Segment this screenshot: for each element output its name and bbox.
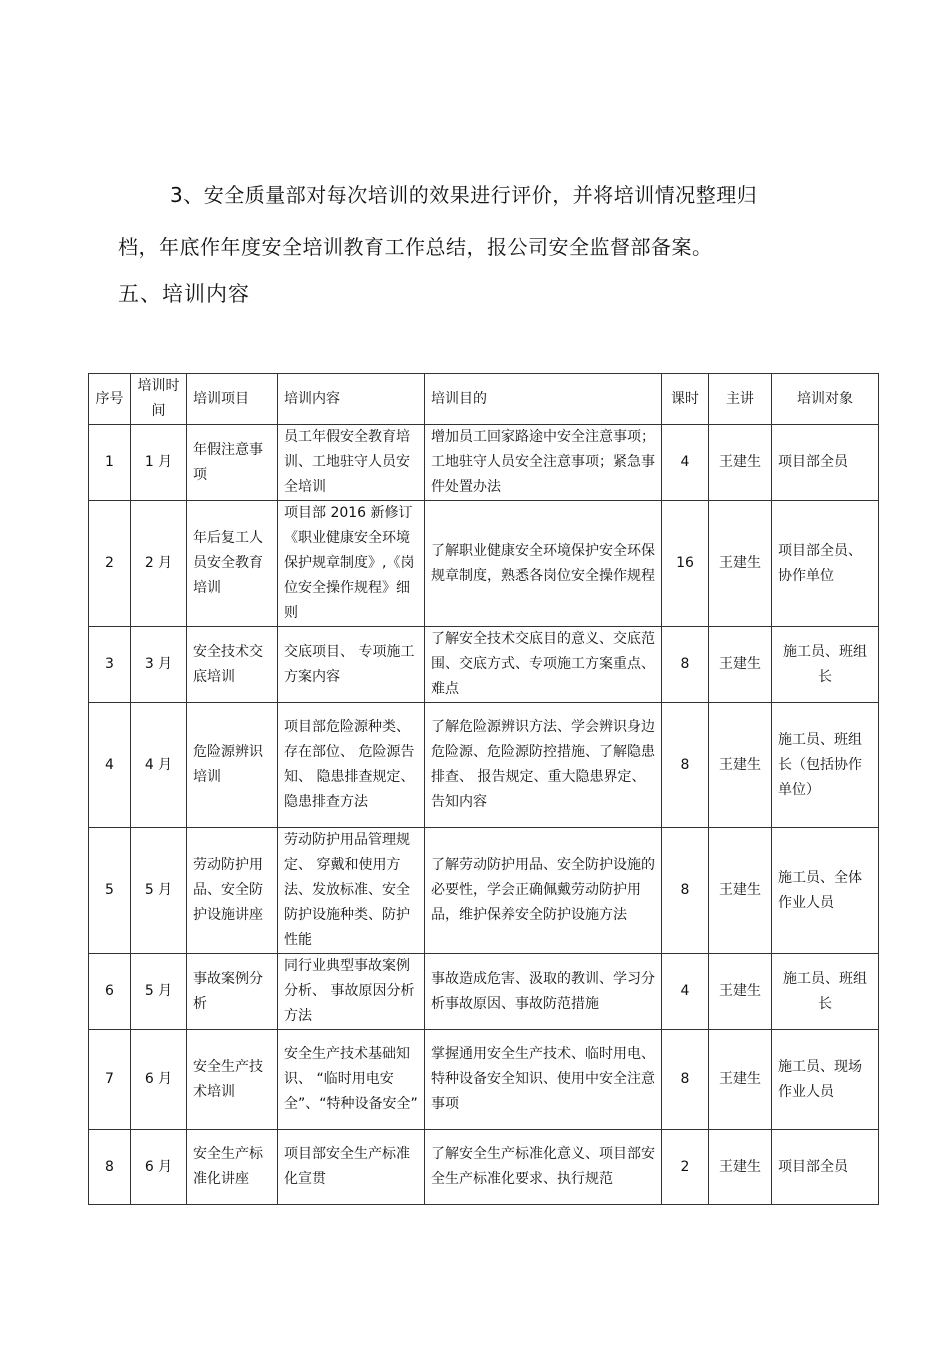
cell-lecturer: 王建生 [709, 828, 772, 954]
cell-no: 7 [89, 1030, 131, 1130]
section-heading: 五、培训内容 [118, 282, 250, 306]
cell-no: 4 [89, 703, 131, 828]
header-target: 培训对象 [772, 374, 879, 425]
header-hours: 课时 [662, 374, 709, 425]
cell-no: 3 [89, 627, 131, 703]
cell-target: 项目部全员 [772, 425, 879, 501]
cell-hours: 4 [662, 425, 709, 501]
cell-purpose: 了解危险源辨识方法、学会辨识身边危险源、危险源防控措施、了解隐患排查、 报告规定、重大隐患界定、告知内容 [425, 703, 662, 828]
cell-hours: 16 [662, 501, 709, 627]
cell-content: 劳动防护用品管理规定、 穿戴和使用方法、发放标准、安全防护设施种类、防护性能 [278, 828, 425, 954]
cell-content: 同行业典型事故案例分析、 事故原因分析方法 [278, 954, 425, 1030]
cell-content: 项目部危险源种类、存在部位、 危险源告知、 隐患排查规定、 隐患排查方法 [278, 703, 425, 828]
cell-purpose: 了解安全生产标准化意义、项目部安全生产标准化要求、执行规范 [425, 1130, 662, 1205]
cell-target: 施工员、班组长 [772, 954, 879, 1030]
cell-target: 施工员、现场作业人员 [772, 1030, 879, 1130]
table-row [89, 627, 879, 703]
cell-hours: 8 [662, 627, 709, 703]
cell-target: 施工员、全体作业人员 [772, 828, 879, 954]
cell-lecturer: 王建生 [709, 501, 772, 627]
cell-no: 6 [89, 954, 131, 1030]
cell-hours: 4 [662, 954, 709, 1030]
cell-time: 2 月 [131, 501, 187, 627]
cell-time: 1 月 [131, 425, 187, 501]
cell-content: 安全生产技术基础知识、 “临时用电安全”、“特种设备安全” [278, 1030, 425, 1130]
cell-time: 5 月 [131, 954, 187, 1030]
table-row [89, 1130, 879, 1205]
header-purpose: 培训目的 [425, 374, 662, 425]
cell-project: 安全生产标准化讲座 [187, 1130, 278, 1205]
cell-hours: 8 [662, 1030, 709, 1130]
cell-purpose: 掌握通用安全生产技术、临时用电、特种设备安全知识、使用中安全注意事项 [425, 1030, 662, 1130]
cell-lecturer: 王建生 [709, 1130, 772, 1205]
cell-time: 3 月 [131, 627, 187, 703]
cell-hours: 8 [662, 828, 709, 954]
table-row [89, 1030, 879, 1130]
header-content: 培训内容 [278, 374, 425, 425]
cell-project: 年后复工人员安全教育培训 [187, 501, 278, 627]
cell-project: 安全技术交底培训 [187, 627, 278, 703]
cell-purpose: 了解劳动防护用品、安全防护设施的必要性，学会正确佩戴劳动防护用品，维护保养安全防护设施方法 [425, 828, 662, 954]
cell-target: 施工员、班组长（包括协作单位） [772, 703, 879, 828]
cell-project: 年假注意事项 [187, 425, 278, 501]
cell-content: 交底项目、 专项施工方案内容 [278, 627, 425, 703]
table-row [89, 501, 879, 627]
training-plan-table [88, 373, 879, 1205]
paragraph-line-1: 3、安全质量部对每次培训的效果进行评价，并将培训情况整理归 [170, 183, 758, 207]
cell-content: 项目部安全生产标准化宣贯 [278, 1130, 425, 1205]
header-lecturer: 主讲 [709, 374, 772, 425]
paragraph-line-2: 档，年底作年度安全培训教育工作总结，报公司安全监督部备案。 [118, 235, 713, 259]
summary-paragraph [118, 169, 798, 273]
header-time: 培训时间 [131, 374, 187, 425]
cell-no: 5 [89, 828, 131, 954]
cell-project: 安全生产技术培训 [187, 1030, 278, 1130]
cell-time: 5 月 [131, 828, 187, 954]
cell-target: 施工员、班组长 [772, 627, 879, 703]
cell-target: 项目部全员 [772, 1130, 879, 1205]
table-row [89, 703, 879, 828]
cell-lecturer: 王建生 [709, 627, 772, 703]
cell-project: 危险源辨识培训 [187, 703, 278, 828]
cell-time: 4 月 [131, 703, 187, 828]
cell-no: 8 [89, 1130, 131, 1205]
cell-target: 项目部全员、协作单位 [772, 501, 879, 627]
header-project: 培训项目 [187, 374, 278, 425]
cell-project: 劳动防护用品、安全防护设施讲座 [187, 828, 278, 954]
cell-purpose: 了解安全技术交底目的意义、交底范围、交底方式、专项施工方案重点、难点 [425, 627, 662, 703]
table-row [89, 954, 879, 1030]
cell-lecturer: 王建生 [709, 954, 772, 1030]
cell-lecturer: 王建生 [709, 425, 772, 501]
table-header-row [89, 374, 879, 425]
cell-no: 1 [89, 425, 131, 501]
header-no: 序号 [89, 374, 131, 425]
table-row [89, 425, 879, 501]
cell-lecturer: 王建生 [709, 703, 772, 828]
cell-hours: 2 [662, 1130, 709, 1205]
cell-time: 6 月 [131, 1030, 187, 1130]
cell-content: 项目部 2016 新修订《职业健康安全环境保护规章制度》,《岗位安全操作规程》细则 [278, 501, 425, 627]
cell-purpose: 了解职业健康安全环境保护安全环保规章制度，熟悉各岗位安全操作规程 [425, 501, 662, 627]
cell-time: 6 月 [131, 1130, 187, 1205]
cell-lecturer: 王建生 [709, 1030, 772, 1130]
table-row [89, 828, 879, 954]
cell-project: 事故案例分析 [187, 954, 278, 1030]
cell-hours: 8 [662, 703, 709, 828]
cell-purpose: 事故造成危害、汲取的教训、学习分析事故原因、事故防范措施 [425, 954, 662, 1030]
cell-no: 2 [89, 501, 131, 627]
cell-content: 员工年假安全教育培训、工地驻守人员安全培训 [278, 425, 425, 501]
cell-purpose: 增加员工回家路途中安全注意事项；工地驻守人员安全注意事项；紧急事件处置办法 [425, 425, 662, 501]
